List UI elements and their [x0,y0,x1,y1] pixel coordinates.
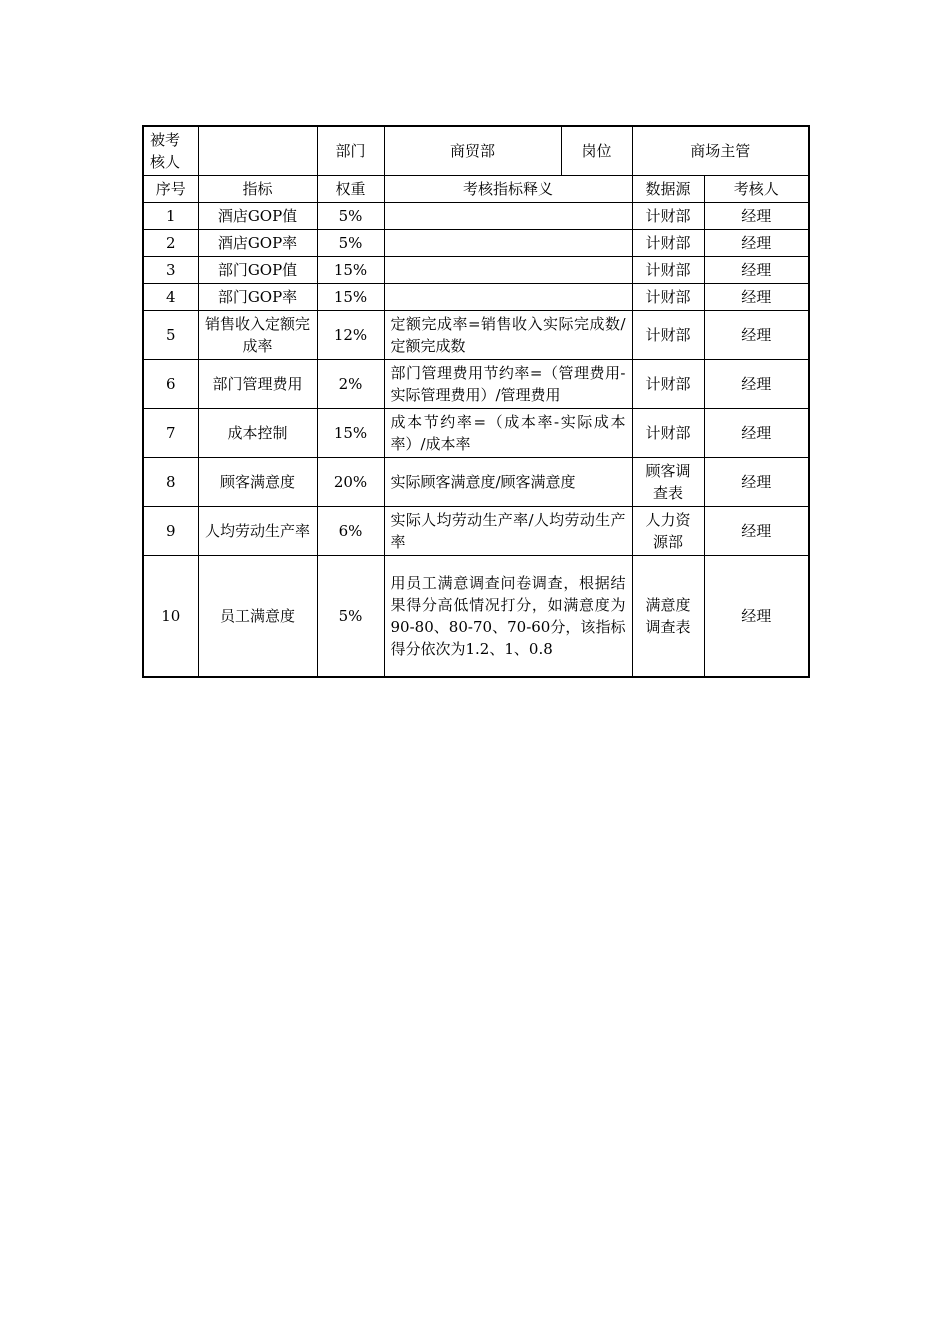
row-assessor: 经理 [704,257,809,284]
row-weight: 2% [317,360,384,409]
col-header-explanation: 考核指标释义 [384,176,632,203]
row-source: 计财部 [632,203,704,230]
row-explanation [384,257,632,284]
position-label: 岗位 [561,126,632,176]
table-row [143,311,809,360]
row-source: 人力资源部 [632,507,704,556]
row-assessor: 经理 [704,458,809,507]
table-row [143,409,809,458]
row-no: 2 [143,230,198,257]
row-source: 计财部 [632,360,704,409]
row-explanation: 实际人均劳动生产率/人均劳动生产率 [384,507,632,556]
col-header-no: 序号 [143,176,198,203]
col-header-source: 数据源 [632,176,704,203]
table-row [143,507,809,556]
row-weight: 12% [317,311,384,360]
row-assessor: 经理 [704,409,809,458]
row-no: 3 [143,257,198,284]
row-explanation: 成本节约率=（成本率-实际成本率）/成本率 [384,409,632,458]
row-indicator: 销售收入定额完成率 [198,311,317,360]
row-indicator: 部门GOP值 [198,257,317,284]
row-source: 计财部 [632,409,704,458]
row-assessor: 经理 [704,284,809,311]
row-source: 计财部 [632,284,704,311]
row-explanation: 定额完成率=销售收入实际完成数/定额完成数 [384,311,632,360]
kpi-assessment-table [142,125,810,678]
row-assessor: 经理 [704,556,809,677]
row-source: 顾客调查表 [632,458,704,507]
row-no: 4 [143,284,198,311]
row-explanation: 用员工满意调查问卷调查，根据结果得分高低情况打分，如满意度为90-80、80-70、70-60分，该指标得分依次为1.2、1、0.8 [384,556,632,677]
row-explanation [384,203,632,230]
row-explanation: 实际顾客满意度/顾客满意度 [384,458,632,507]
row-indicator: 顾客满意度 [198,458,317,507]
row-indicator: 人均劳动生产率 [198,507,317,556]
col-header-weight: 权重 [317,176,384,203]
row-no: 9 [143,507,198,556]
assessee-label: 被考核人 [143,126,198,176]
row-source: 满意度调查表 [632,556,704,677]
row-source: 计财部 [632,230,704,257]
row-assessor: 经理 [704,360,809,409]
row-no: 10 [143,556,198,677]
row-indicator: 酒店GOP值 [198,203,317,230]
table-row [143,203,809,230]
row-no: 1 [143,203,198,230]
table-row [143,230,809,257]
row-source: 计财部 [632,311,704,360]
row-assessor: 经理 [704,203,809,230]
dept-value: 商贸部 [384,126,561,176]
row-indicator: 部门管理费用 [198,360,317,409]
row-no: 8 [143,458,198,507]
row-indicator: 成本控制 [198,409,317,458]
row-weight: 15% [317,284,384,311]
row-weight: 5% [317,556,384,677]
row-indicator: 酒店GOP率 [198,230,317,257]
header-info-row [143,126,809,176]
row-weight: 5% [317,203,384,230]
row-weight: 15% [317,409,384,458]
row-assessor: 经理 [704,507,809,556]
row-assessor: 经理 [704,230,809,257]
table-row [143,556,809,677]
assessee-value [198,126,317,176]
row-explanation [384,284,632,311]
col-header-indicator: 指标 [198,176,317,203]
row-weight: 6% [317,507,384,556]
row-source: 计财部 [632,257,704,284]
row-no: 5 [143,311,198,360]
row-no: 7 [143,409,198,458]
position-value: 商场主管 [632,126,809,176]
row-weight: 5% [317,230,384,257]
row-no: 6 [143,360,198,409]
table-row [143,257,809,284]
row-indicator: 部门GOP率 [198,284,317,311]
row-weight: 20% [317,458,384,507]
row-explanation: 部门管理费用节约率=（管理费用-实际管理费用）/管理费用 [384,360,632,409]
dept-label: 部门 [317,126,384,176]
row-weight: 15% [317,257,384,284]
column-header-row [143,176,809,203]
row-explanation [384,230,632,257]
col-header-assessor: 考核人 [704,176,809,203]
row-indicator: 员工满意度 [198,556,317,677]
table-row [143,458,809,507]
table-row [143,360,809,409]
row-assessor: 经理 [704,311,809,360]
table-row [143,284,809,311]
